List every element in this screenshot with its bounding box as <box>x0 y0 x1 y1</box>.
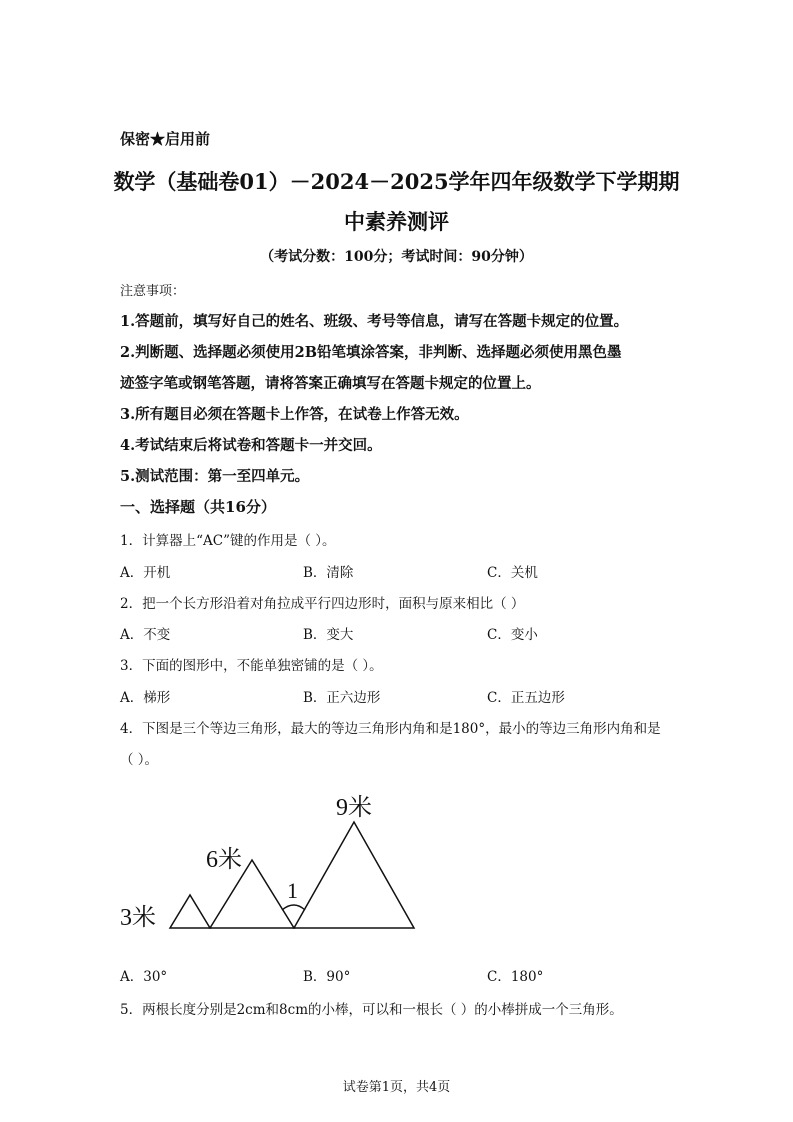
option-4b[interactable]: B．90° <box>303 969 351 985</box>
notice-item: 2.判断题、选择题必须使用2B铅笔填涂答案，非判断、选择题必须使用黑色墨 <box>120 344 622 361</box>
medium-triangle-label: 6米 <box>206 847 242 873</box>
question-4-continued: （ ）。 <box>120 752 159 768</box>
small-triangle-label: 3米 <box>120 905 156 931</box>
section-title: 一、选择题（共16分） <box>120 498 276 516</box>
page-title-line2: 中素养测评 <box>344 209 449 234</box>
question-1: 1．计算器上“AC”键的作用是（ ）。 <box>120 533 336 549</box>
question-3: 3．下面的图形中，不能单独密铺的是（ ）。 <box>120 658 383 674</box>
notice-item: 1.答题前，填写好自己的姓名、班级、考号等信息，请写在答题卡规定的位置。 <box>120 313 629 330</box>
angle-1-arc <box>282 905 305 910</box>
option-3c[interactable]: C．正五边形 <box>487 690 565 706</box>
question-2: 2．把一个长方形沿着对角拉成平行四边形时，面积与原来相比（ ） <box>120 596 525 612</box>
page-footer: 试卷第1页，共4页 <box>342 1080 451 1095</box>
small-triangle <box>170 895 210 928</box>
confidential-label: 保密★启用前 <box>120 130 211 148</box>
option-4c[interactable]: C．180° <box>487 969 544 985</box>
option-1c[interactable]: C．关机 <box>487 565 538 581</box>
question-5: 5．两根长度分别是2cm和8cm的小棒，可以和一根长（ ）的小棒拼成一个三角形。 <box>120 1002 623 1018</box>
notice-item: 迹签字笔或钢笔答题，请将答案正确填写在答题卡规定的位置上。 <box>120 375 541 392</box>
option-3a[interactable]: A．梯形 <box>120 690 171 706</box>
page-title-line1: 数学（基础卷01）－2024－2025学年四年级数学下学期期 <box>113 169 680 194</box>
notice-heading: 注意事项： <box>120 284 186 299</box>
exam-info: （考试分数：100分；考试时间：90分钟） <box>260 249 533 265</box>
option-4a[interactable]: A．30° <box>120 969 168 985</box>
triangles-figure <box>110 785 430 945</box>
notice-item: 4.考试结束后将试卷和答题卡一并交回。 <box>120 437 382 454</box>
angle-label: 1 <box>287 878 298 903</box>
option-1a[interactable]: A．开机 <box>120 565 171 581</box>
option-2c[interactable]: C．变小 <box>487 627 538 643</box>
option-2b[interactable]: B．变大 <box>303 627 354 643</box>
notice-item: 3.所有题目必须在答题卡上作答，在试卷上作答无效。 <box>120 406 469 423</box>
large-triangle-label: 9米 <box>336 795 372 821</box>
question-4: 4．下图是三个等边三角形，最大的等边三角形内角和是180°，最小的等边三角形内角和是 <box>120 721 661 737</box>
option-2a[interactable]: A．不变 <box>120 627 171 643</box>
option-3b[interactable]: B．正六边形 <box>303 690 381 706</box>
large-triangle <box>294 822 414 928</box>
notice-item: 5.测试范围：第一至四单元。 <box>120 468 310 485</box>
option-1b[interactable]: B．清除 <box>303 565 354 581</box>
